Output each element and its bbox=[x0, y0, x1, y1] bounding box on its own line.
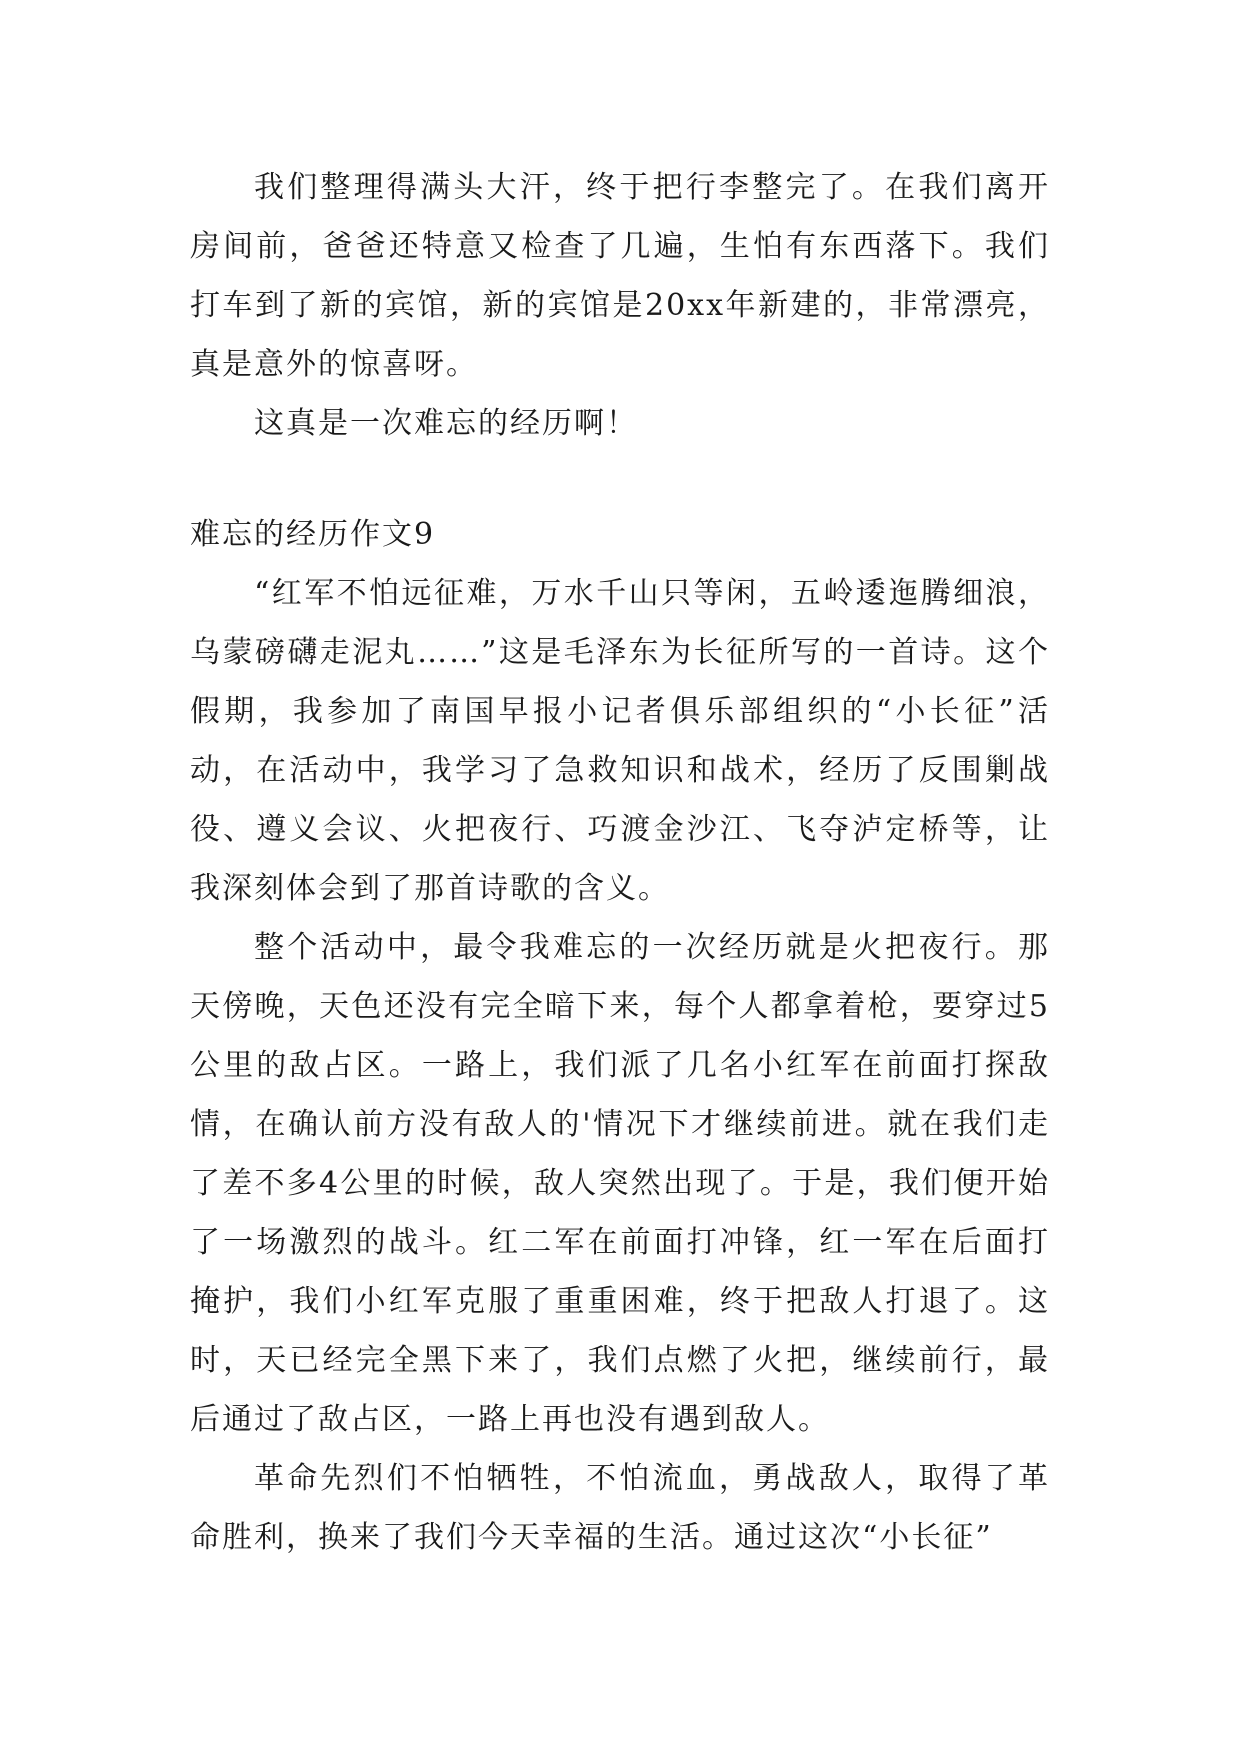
essay-body bbox=[190, 564, 1050, 1567]
paragraph: 我们整理得满头大汗，终于把行李整完了。在我们离开房间前，爸爸还特意又检查了几遍，生怕有东西落下。我们打车到了新的宾馆，新的宾馆是20xx年新建的，非常漂亮，真是意外的惊喜呀。 bbox=[190, 170, 1050, 382]
section-title: 难忘的经历作文9 bbox=[190, 517, 436, 552]
paragraph: 这真是一次难忘的经历啊！ bbox=[254, 406, 638, 441]
section-heading-block bbox=[190, 505, 1050, 564]
previous-essay-ending bbox=[190, 158, 1050, 453]
paragraph: 革命先烈们不怕牺牲，不怕流血，勇战敌人，取得了革命胜利，换来了我们今天幸福的生活。通过这次“小长征” bbox=[190, 1461, 1050, 1555]
paragraph: “红军不怕远征难，万水千山只等闲，五岭逶迤腾细浪，乌蒙磅礴走泥丸……”这是毛泽东为长征所写的一首诗。这个假期，我参加了南国早报小记者俱乐部组织的“小长征”活动，在活动中，我学习了急救知识和战术，经历了反围剿战役、遵义会议、火把夜行、巧渡金沙江、飞夺泸定桥等，让我深刻体会到了那首诗歌的含义。 bbox=[190, 576, 1050, 906]
paragraph: 整个活动中，最令我难忘的一次经历就是火把夜行。那天傍晚，天色还没有完全暗下来，每个人都拿着枪，要穿过5公里的敌占区。一路上，我们派了几名小红军在前面打探敌情，在确认前方没有敌人的'情况下才继续前进。就在我们走了差不多4公里的时候，敌人突然出现了。于是，我们便开始了一场激烈的战斗。红二军在前面打冲锋，红一军在后面打掩护，我们小红军克服了重重困难，终于把敌人打退了。这时，天已经完全黑下来了，我们点燃了火把，继续前行，最后通过了敌占区，一路上再也没有遇到敌人。 bbox=[190, 930, 1050, 1437]
